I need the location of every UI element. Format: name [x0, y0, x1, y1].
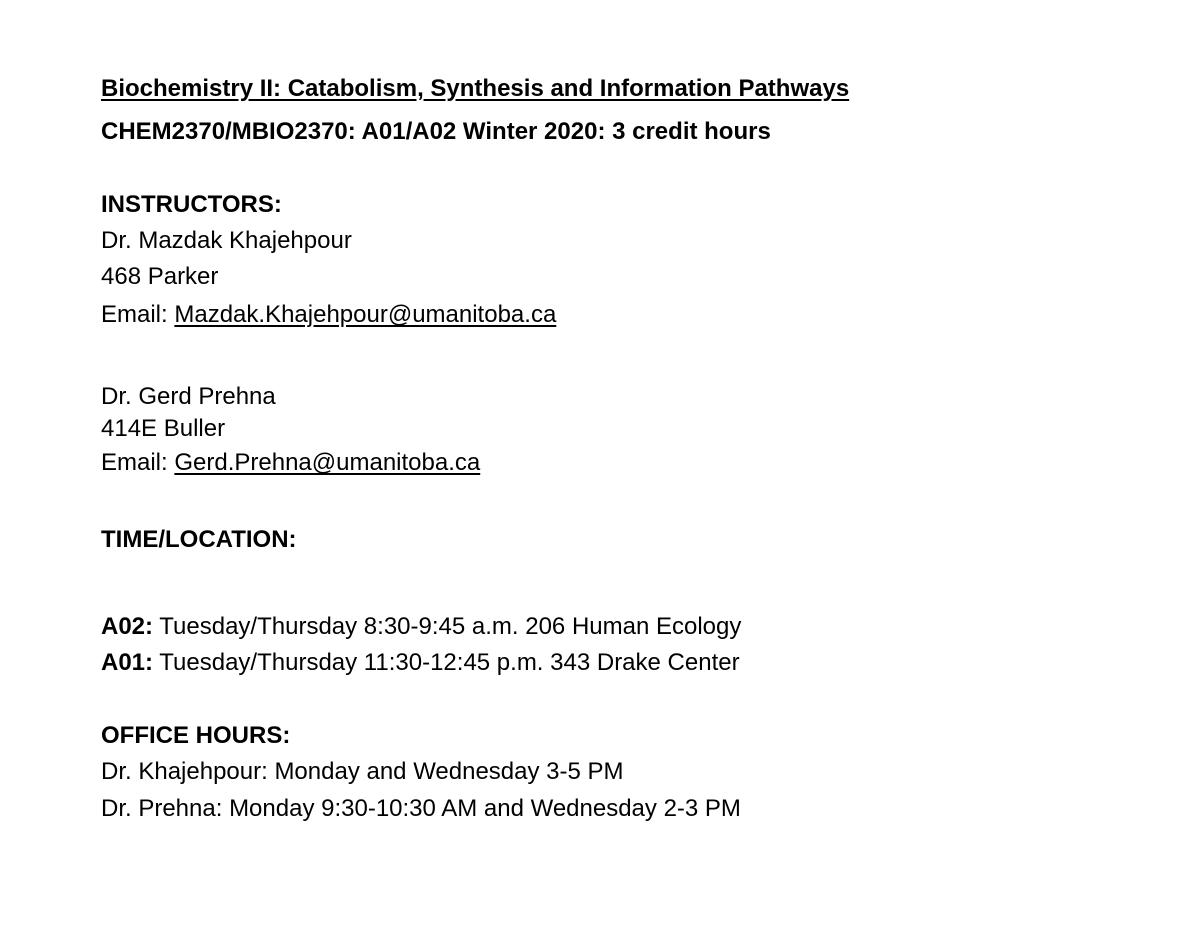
syllabus-page	[101, 0, 1161, 927]
instructor-1-email-link[interactable]: Mazdak.Khajehpour@umanitoba.ca	[174, 301, 557, 328]
course-title: Biochemistry II: Catabolism, Synthesis and Information Pathways	[101, 75, 850, 102]
instructor-2-email-link[interactable]: Gerd.Prehna@umanitoba.ca	[174, 449, 481, 476]
section-a01-code: A01:	[101, 649, 154, 676]
section-a02-line	[101, 612, 741, 642]
course-code-line: CHEM2370/MBIO2370: A01/A02 Winter 2020: 3 credit hours	[101, 118, 771, 145]
office-hours-prehna: Dr. Prehna: Monday 9:30-10:30 AM and Wednesday 2-3 PM	[101, 795, 741, 822]
section-a01-line	[101, 648, 740, 678]
instructor-2-name: Dr. Gerd Prehna	[101, 383, 276, 410]
office-hours-khajehpour: Dr. Khajehpour: Monday and Wednesday 3-5 PM	[101, 758, 624, 785]
email-label: Email:	[101, 449, 175, 476]
instructor-1-name: Dr. Mazdak Khajehpour	[101, 227, 352, 254]
instructor-1-office: 468 Parker	[101, 263, 219, 290]
email-label: Email:	[101, 301, 175, 328]
instructor-2-office: 414E Buller	[101, 415, 226, 442]
instructors-heading: INSTRUCTORS:	[101, 191, 282, 218]
instructor-2-email-line	[101, 448, 480, 478]
section-a02-details: Tuesday/Thursday 8:30-9:45 a.m. 206 Human Ecology	[153, 613, 742, 640]
office-hours-heading: OFFICE HOURS:	[101, 722, 291, 749]
section-a01-details: Tuesday/Thursday 11:30-12:45 p.m. 343 Drake Center	[153, 649, 740, 676]
instructor-1-email-line	[101, 300, 556, 330]
time-location-heading: TIME/LOCATION:	[101, 526, 297, 553]
section-a02-code: A02:	[101, 613, 154, 640]
